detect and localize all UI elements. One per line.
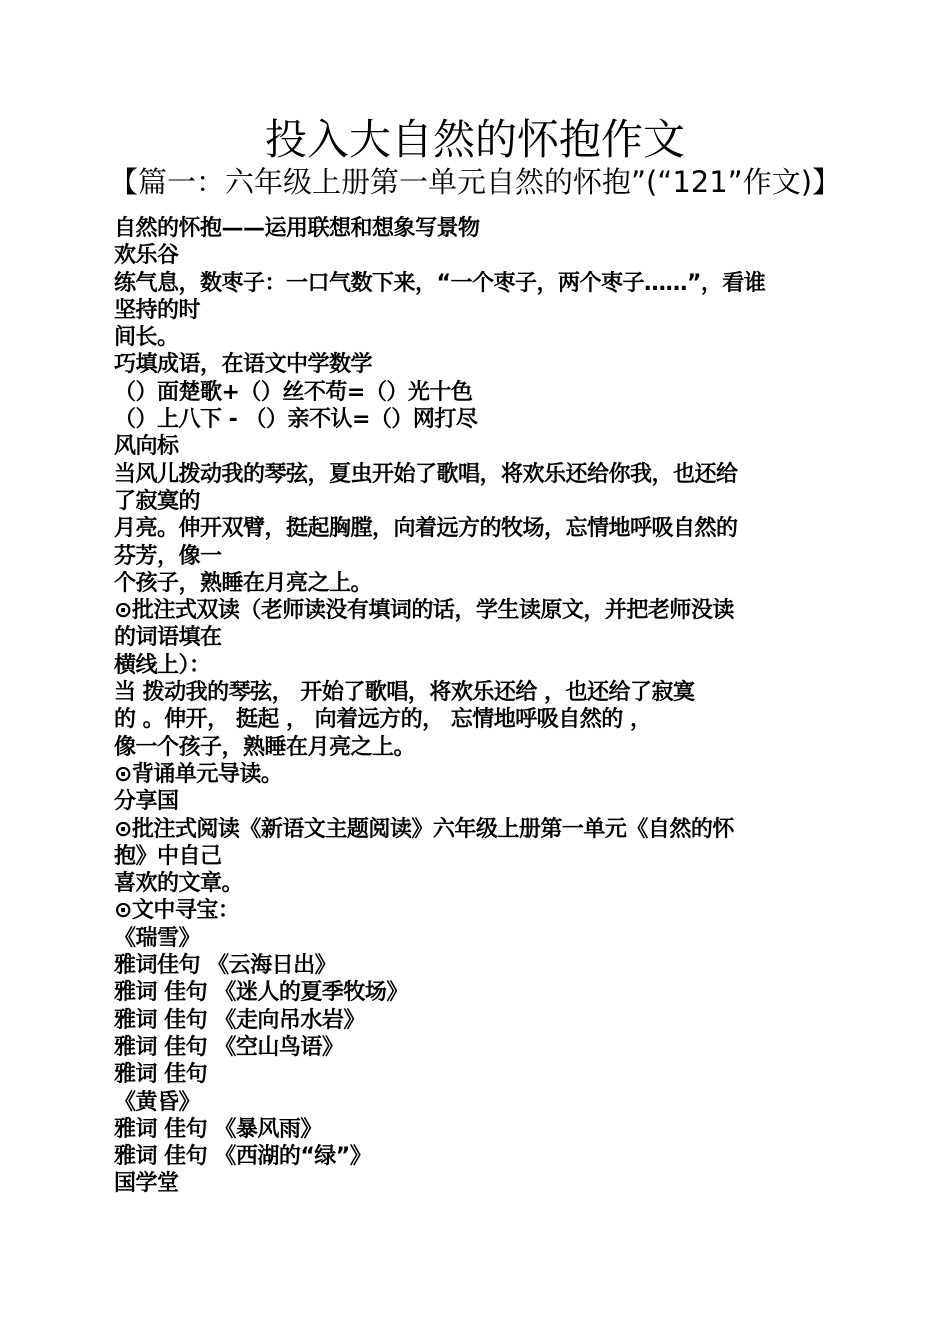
body-line: 雅词 佳句 《走向吊水岩》 [114, 1007, 365, 1033]
body-line: 《瑞雪》 [114, 925, 201, 951]
body-line: 的 。伸开， 挺起 ， 向着远方的， 忘情地呼吸自然的 ， [114, 707, 652, 733]
body-line: 坚持的时 [114, 297, 201, 323]
body-line: 巧填成语，在语文中学数学 [114, 352, 373, 378]
body-line: 雅词 佳句 《暴风雨》 [114, 1116, 322, 1142]
body-line: 分享国 [114, 789, 179, 815]
body-line: ⊙批注式双读（老师读没有填词的话，学生读原文，并把老师没读 [114, 598, 734, 624]
body-line: 雅词 佳句 《迷人的夏季牧场》 [114, 980, 408, 1006]
body-line: 雅词 佳句 《西湖的“绿”》 [114, 1144, 372, 1170]
body-line: 芬芳，像一 [114, 543, 222, 569]
body-line: 练气息，数枣子：一口气数下来，“一个枣子，两个枣子……”，看谁 [114, 270, 766, 296]
body-line: 欢乐谷 [114, 243, 179, 269]
body-line: （）上八下 - （）亲不认=（）网打尽 [114, 407, 478, 433]
body-line: 抱》中自己 [114, 843, 222, 869]
body-line: 了寂寞的 [114, 488, 201, 514]
body-line: 雅词 佳句 [114, 1062, 208, 1088]
body-line: 像一个孩子，熟睡在月亮之上。 [114, 734, 416, 760]
body-line: ⊙文中寻宝： [114, 898, 240, 924]
document-title: 投入大自然的怀抱作文 [264, 115, 685, 164]
body-line: ⊙批注式阅读《新语文主题阅读》六年级上册第一单元《自然的怀 [114, 816, 734, 842]
body-line: 个孩子，熟睡在月亮之上。 [114, 570, 373, 596]
body-line: 横线上）： [114, 652, 211, 678]
body-line: 喜欢的文章。 [114, 871, 244, 897]
body-line: 雅词 佳句 《空山鸟语》 [114, 1034, 344, 1060]
body-line: 自然的怀抱——运用联想和想象写景物 [114, 216, 480, 241]
body-line: 《黄昏》 [114, 1089, 201, 1115]
body-line: 月亮。伸开双臂，挺起胸膛，向着远方的牧场，忘情地呼吸自然的 [114, 516, 738, 542]
document-subtitle: 【篇一：六年级上册第一单元自然的怀抱”(“121”作文)】 [108, 165, 842, 199]
body-line: 风向标 [114, 434, 179, 460]
body-line: 当 拨动我的琴弦， 开始了歌唱，将欢乐还给 ，也还给了寂寞 [114, 680, 695, 706]
body-line: 国学堂 [114, 1171, 179, 1197]
body-line: ⊙背诵单元导读。 [114, 761, 283, 787]
body-line: 当风儿拨动我的琴弦，夏虫开始了歌唱，将欢乐还给你我，也还给 [114, 461, 738, 487]
body-line: 的词语填在 [114, 625, 222, 651]
body-line: 雅词佳句 《云海日出》 [114, 953, 337, 979]
body-line: （）面楚歌+（）丝不苟=（）光十色 [114, 379, 473, 405]
body-line: 间长。 [114, 325, 179, 351]
document-body [114, 215, 839, 1198]
